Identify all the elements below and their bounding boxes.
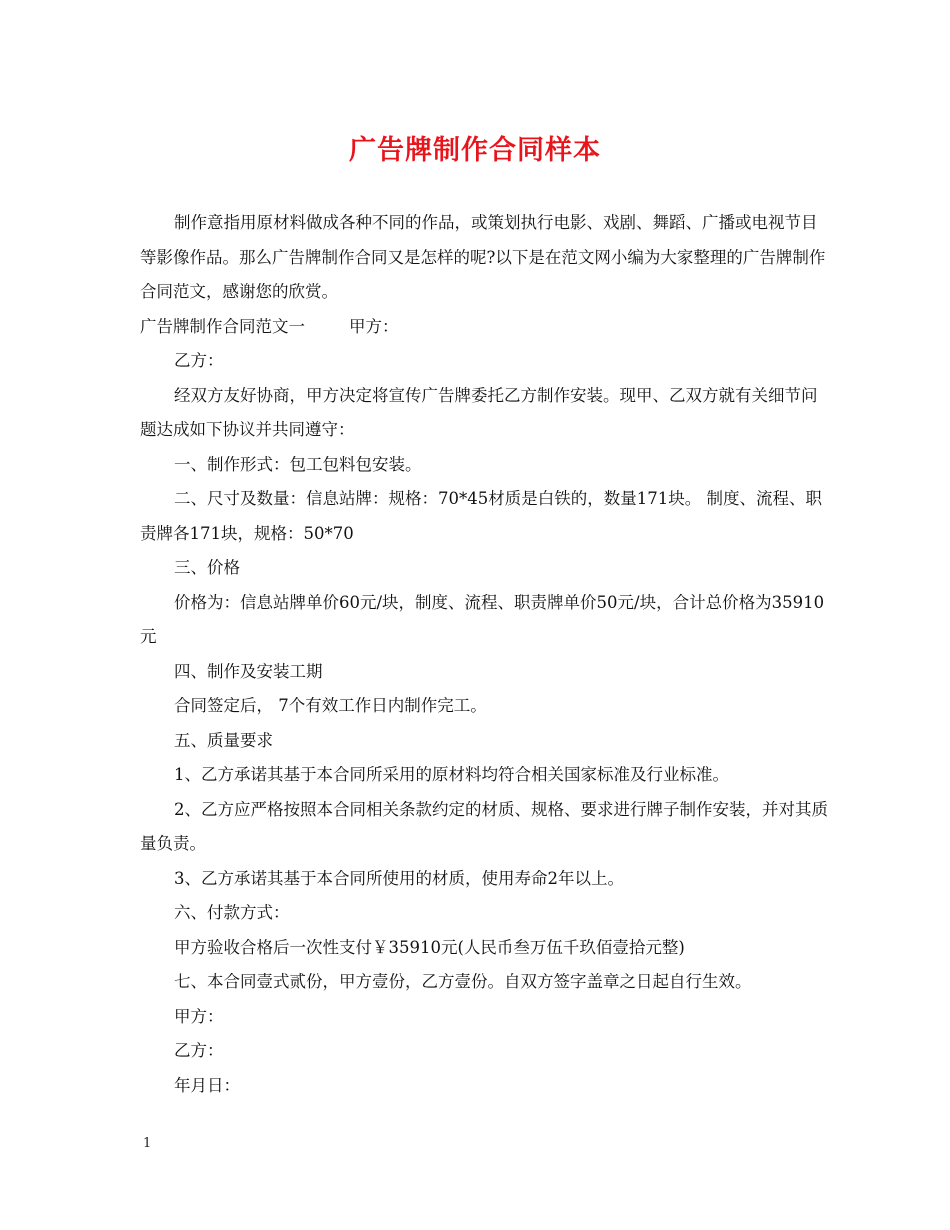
clause-5-item-3: 3、乙方承诺其基于本合同所使用的材质，使用寿命2年以上。 <box>174 868 624 888</box>
clause-5-title: 五、质量要求 <box>174 730 273 750</box>
clause-5-item-1: 1、乙方承诺其基于本合同所采用的原材料均符合相关国家标准及行业标准。 <box>174 765 729 784</box>
sample-heading: 广告牌制作合同范文一 <box>140 316 305 336</box>
document-title: 广告牌制作合同样本 <box>349 135 601 166</box>
party-a-label-top: 甲方： <box>349 316 399 336</box>
clause-5-item-2: 2、乙方应严格按照本合同相关条款约定的材质、规格、要求进行牌子制作安装，并对其质量负责。 <box>140 799 828 853</box>
party-a-signature: 甲方： <box>174 1006 224 1026</box>
party-b-signature: 乙方： <box>174 1041 224 1060</box>
clause-3-body: 价格为：信息站牌单价60元/块，制度、流程、职责牌单价50元/块，合计总价格为35910元 <box>140 592 825 646</box>
document-body <box>140 206 830 1103</box>
clause-4-title: 四、制作及安装工期 <box>174 661 323 681</box>
agreement-paragraph: 经双方友好协商，甲方决定将宣传广告牌委托乙方制作安装。现甲、乙双方就有关细节问题达成如下协议并共同遵守： <box>140 385 818 439</box>
clause-1: 一、制作形式：包工包料包安装。 <box>174 454 422 474</box>
page-number: 1 <box>143 1136 152 1151</box>
intro-paragraph: 制作意指用原材料做成各种不同的作品，或策划执行电影、戏剧、舞蹈、广播或电视节目等影像作品。那么广告牌制作合同又是怎样的呢?以下是在范文网小编为大家整理的广告牌制作合同范文，感谢您的欣赏。 <box>140 213 826 301</box>
clause-7: 七、本合同壹式贰份，甲方壹份，乙方壹份。自双方签字盖章之日起自行生效。 <box>174 972 752 991</box>
sample-heading-line <box>140 310 830 345</box>
clause-2: 二、尺寸及数量：信息站牌：规格：70*45材质是白铁的，数量171块。 制度、流程、职责牌各171块，规格：50*70 <box>140 489 822 543</box>
date-signature: 年月日： <box>174 1075 240 1095</box>
clause-6-body: 甲方验收合格后一次性支付￥35910元(人民币叁万伍千玖佰壹拾元整) <box>174 937 685 957</box>
clause-6-title: 六、付款方式： <box>174 903 290 922</box>
party-b-label-top: 乙方： <box>174 351 224 370</box>
clause-4-body: 合同签定后， 7个有效工作日内制作完工。 <box>174 696 487 715</box>
clause-3-title: 三、价格 <box>174 558 240 577</box>
